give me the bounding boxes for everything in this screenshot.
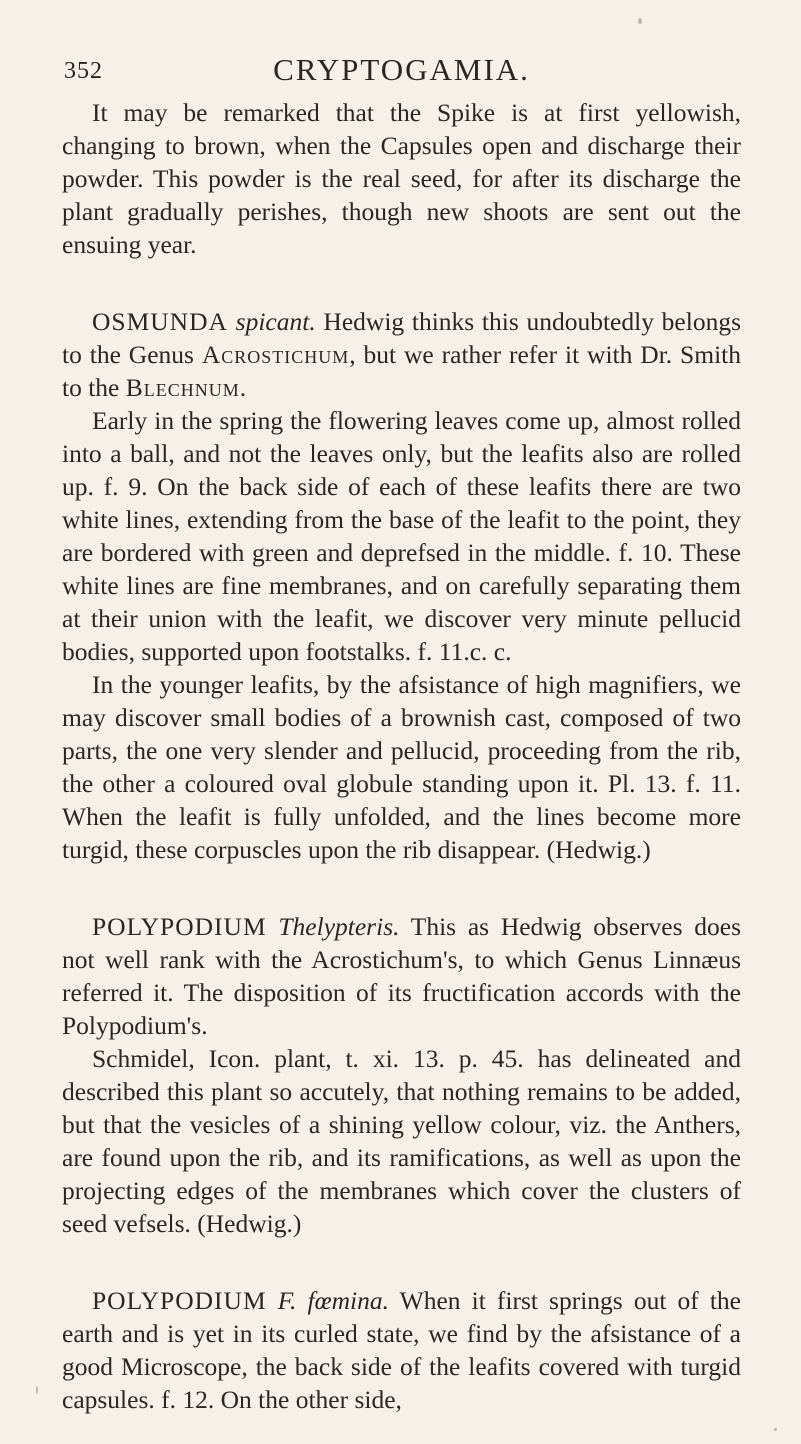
paper-speck [36, 1386, 38, 1394]
osmunda-paragraph-2: Early in the spring the flowering leaves come up, almost rolled into a ball, and not the leaves only, but the leafits also are rolled up. f. 9. On the back side of each of these leafits there are two white lines, extending from the base of the leafit to the point, they are bordered with green and deprefsed in the middle. f. 10. These white lines are fine membranes, and on carefully separating them at their union with the leafit, we discover very minute pellucid bodies, supported upon footstalks. f. 11.c. c. [62, 406, 741, 666]
osmunda-entry [62, 305, 741, 866]
foemina-text: When it first springs out of the earth and is yet in its curled state, we find by the afsistance of a good Microscope, the back side of the leafits covered with turgid capsules. f. 12. On the other side, [62, 1286, 742, 1414]
osmunda-text-c: . [239, 373, 247, 402]
thelypteris-text: This as Hedwig observes does not well rank with the Acrostichum's, to which Genus Linnæus referred it. The disposition of its fructification accords with the Polypodium's. [62, 912, 741, 1040]
page-number: 352 [64, 58, 103, 84]
thelypteris-species: Thelypteris. [278, 912, 400, 941]
foemina-entry [62, 1284, 741, 1416]
thelypteris-paragraph-2: Schmidel, Icon. plant, t. xi. 13. p. 45. has delineated and described this plant so accutely, that nothing remains to be added, but that the vesicles of a shining yellow colour, viz. the Anthers, are found upon the rib, and its ramifications, as well as upon the projecting edges of the membranes which cover the clusters of seed vefsels. (Hedwig.) [62, 1044, 741, 1238]
osmunda-text-b: , but we rather refer it with Dr. Smith to the [62, 340, 741, 402]
osmunda-genus: OSMUNDA [92, 307, 228, 336]
paper-speck [774, 1428, 777, 1431]
foemina-species: F. fœmina. [277, 1286, 389, 1315]
intro-entry [62, 96, 741, 261]
foemina-paragraph-1 [62, 1284, 741, 1416]
osmunda-paragraph-3: In the younger leafits, by the afsistance of high magnifiers, we may discover small bodies of a brownish cast, composed of two parts, the one very slender and pellucid, proceeding from the rib, the other a coloured oval globule standing upon it. Pl. 13. f. 11. When the leafit is fully unfolded, and the lines become more turgid, these corpuscles upon the rib disappear. (Hedwig.) [62, 670, 741, 864]
section-gap [62, 1240, 741, 1284]
osmunda-paragraph-1 [62, 305, 741, 404]
section-gap [62, 261, 741, 305]
osmunda-ref-blechnum: Blechnum [125, 373, 240, 402]
osmunda-text-a: Hedwig thinks this undoubtedly belongs to the Genus [62, 307, 742, 369]
section-gap [62, 866, 741, 910]
osmunda-species: spicant. [235, 307, 316, 336]
thelypteris-entry [62, 910, 741, 1240]
thelypteris-paragraph-1 [62, 910, 741, 1042]
intro-paragraph: It may be remarked that the Spike is at first yellowish, changing to brown, when the Capsules open and discharge their powder. This powder is the real seed, for after its discharge the plant gradually perishes, though new shoots are sent out the ensuing year. [62, 98, 741, 259]
running-head: CRYPTOGAMIA. [273, 52, 530, 87]
page-header [62, 0, 741, 96]
paper-speck [638, 18, 642, 24]
thelypteris-genus: POLYPODIUM [92, 912, 267, 941]
osmunda-ref-acrostichum: Acrostichum [201, 340, 350, 369]
foemina-genus: POLYPODIUM [92, 1286, 267, 1315]
